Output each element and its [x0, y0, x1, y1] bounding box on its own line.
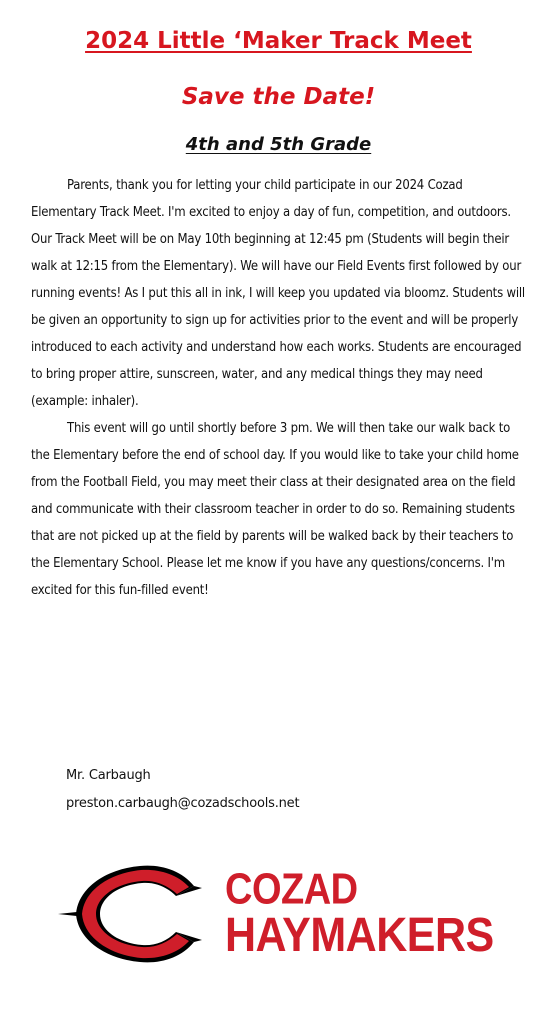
cozad-c-logo-icon — [56, 864, 216, 964]
letter-body — [31, 172, 531, 604]
c-logo-shape — [58, 866, 202, 963]
flyer-title: 2024 Little ‘Maker Track Meet — [85, 28, 472, 54]
brand-line-haymakers: HAYMAKERS — [225, 908, 494, 963]
signature-block — [66, 762, 299, 818]
brand-wordmark — [225, 865, 494, 963]
signature-name: Mr. Carbaugh — [66, 768, 151, 783]
letter-paragraph-1: Parents, thank you for letting your child participate in our 2024 Cozad Elementary Track Meet. I'm excited to enjoy a day of fun, competition, and outdoors. Our Track Meet will be on May 10th beginning at 12:45 pm (Students will begin their walk at 12:15 from the Elementary). We will have our Field Events first followed by our running events! As I put this all in ink, I will keep you updated via bloomz. Students will be given an opportunity to sign up for activities prior to the event and will be properly introduced to each activity and understand how each works. Students are encouraged to bring proper attire, sunscreen, water, and any medical things they may need (example: inhaler). — [31, 178, 525, 409]
signature-email: preston.carbaugh@cozadschools.net — [66, 796, 300, 811]
brand-line-cozad: COZAD — [225, 865, 358, 914]
grade-heading: 4th and 5th Grade — [185, 134, 372, 155]
letter-paragraph-2: This event will go until shortly before 3 pm. We will then take our walk back to the Elementary before the end of school day. If you would like to take your child home from the Football Field, you may meet their class at their designated area on the field and communicate with their classroom teacher in order to do so. Remaining students that are not picked up at the field by parents will be walked back by their teachers to the Elementary School. Please let me know if you have any questions/concerns. I'm excited for this fun-filled event! — [31, 421, 519, 598]
flyer-subtitle: Save the Date! — [181, 84, 376, 110]
